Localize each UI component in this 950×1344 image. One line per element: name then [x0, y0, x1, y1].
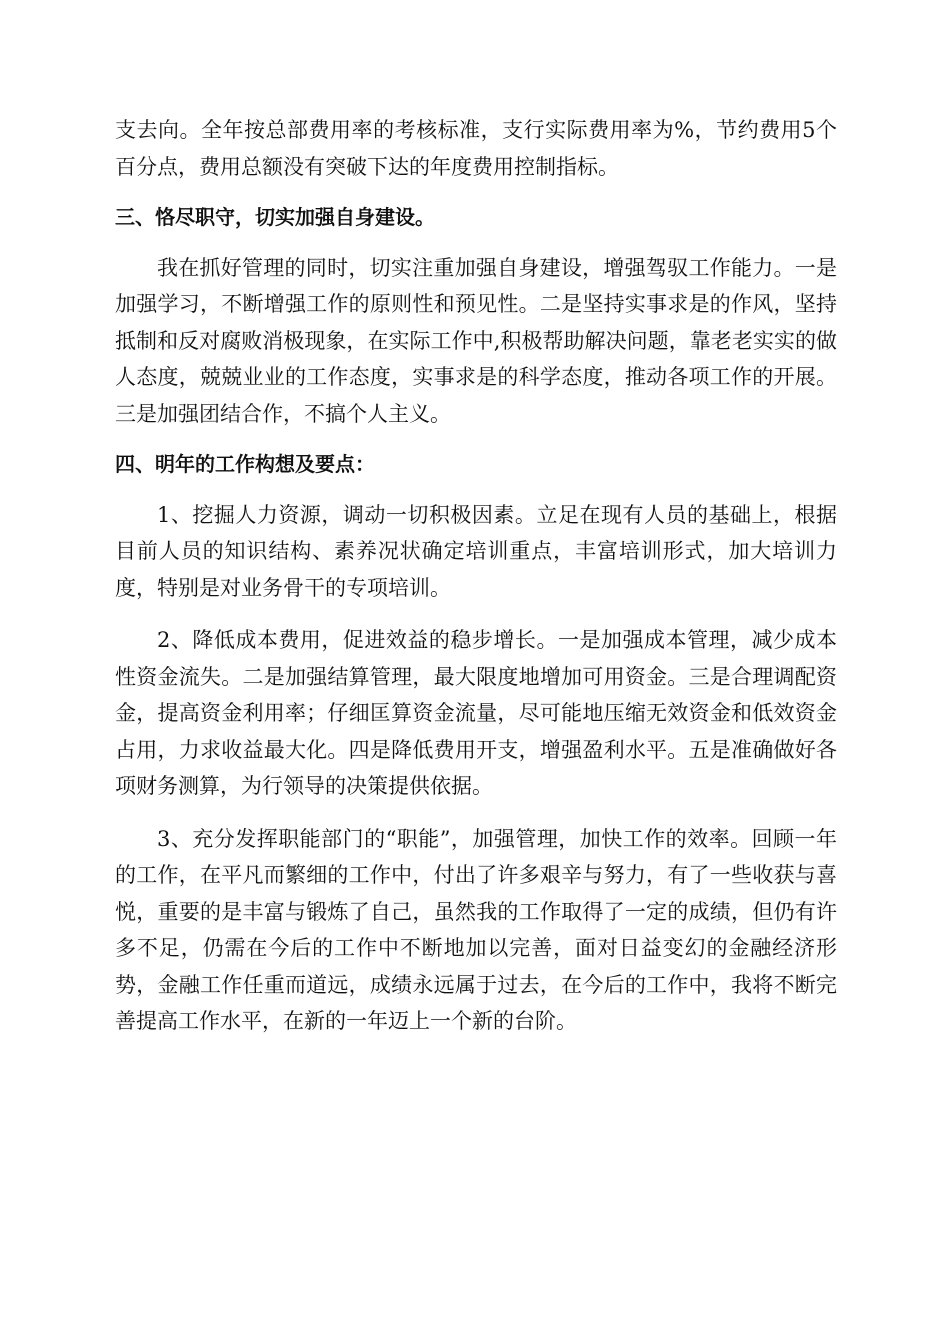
section-heading-3: 三、恪尽职守，切实加强自身建设。 — [115, 205, 435, 229]
paragraph-section-3: 我在抓好管理的同时，切实注重加强自身建设，增强驾驭工作能力。一是加强学习，不断增强工作的原则性和预见性。二是坚持实事求是的作风，坚持抵制和反对腐败消极现象，在实际工作中,积极帮助解决问题，靠老老实实的做人态度，兢兢业业的工作态度，实事求是的科学态度，推动各项工作的开展。三是加强团结合作，不搞个人主义。 — [115, 255, 837, 426]
paragraph-intro: 支去向。全年按总部费用率的考核标准，支行实际费用率为%，节约费用5个百分点，费用总额没有突破下达的年度费用控制指标。 — [115, 118, 837, 179]
section-heading-4: 四、明年的工作构想及要点： — [115, 452, 375, 476]
spacer — [115, 432, 837, 446]
spacer — [115, 185, 837, 199]
document-page — [115, 112, 837, 1040]
paragraph-item-3: 3、充分发挥职能部门的“职能”，加强管理，加快工作的效率。回顾一年的工作，在平凡而繁细的工作中，付出了许多艰辛与努力，有了一些收获与喜悦，重要的是丰富与锻炼了自己，虽然我的工作取得了一定的成绩，但仍有许多不足，仍需在今后的工作中不断地加以完善，面对日益变幻的金融经济形势，金融工作任重而道远，成绩永远属于过去，在今后的工作中，我将不断完善提高工作水平，在新的一年迈上一个新的台阶。 — [115, 826, 837, 1033]
spacer — [115, 483, 837, 497]
spacer — [115, 606, 837, 622]
spacer — [115, 805, 837, 821]
spacer — [115, 236, 837, 250]
paragraph-item-1: 1、挖掘人力资源，调动一切积极因素。立足在现有人员的基础上，根据目前人员的知识结构、素养况状确定培训重点，丰富培训形式，加大培训力度，特别是对业务骨干的专项培训。 — [115, 502, 837, 600]
paragraph-item-2: 2、降低成本费用，促进效益的稳步增长。一是加强成本管理，减少成本性资金流失。二是加强结算管理，最大限度地增加可用资金。三是合理调配资金，提高资金利用率；仔细匡算资金流量，尽可能地压缩无效资金和低效资金占用，力求收益最大化。四是降低费用开支，增强盈利水平。五是准确做好各项财务测算，为行领导的决策提供依据。 — [115, 628, 837, 798]
